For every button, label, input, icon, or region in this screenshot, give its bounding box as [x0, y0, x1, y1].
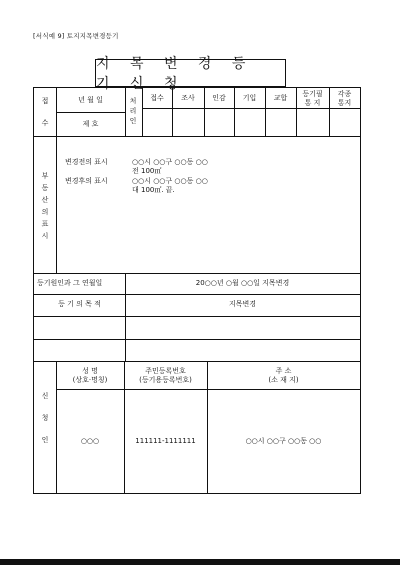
- divider: [34, 361, 360, 362]
- applicant-address: ○○시 ○○구 ○○동 ○○: [245, 437, 322, 445]
- col-entry: 기입: [242, 94, 257, 102]
- col-various-notice-1: 각종: [337, 90, 352, 98]
- divider: [34, 316, 360, 317]
- address-header-sub: (소 재 지): [268, 376, 299, 384]
- divider: [34, 339, 360, 340]
- after-address: ○○시 ○○구 ○○동 ○○: [132, 177, 208, 185]
- col-check: 교합: [273, 94, 288, 102]
- receipt-date-label: 년 월 일: [78, 96, 103, 104]
- processor-label: 처 리 인: [129, 97, 137, 125]
- before-address: ○○시 ○○구 ○○동 ○○: [132, 158, 208, 166]
- form-label: [서식예 9] 토지지목변경등기: [33, 32, 119, 40]
- col-various-notice-2: 통지: [337, 99, 352, 107]
- form-title: 지 목 변 경 등 기 신 청: [95, 59, 286, 87]
- col-completion-notice-2: 통 지: [304, 99, 321, 107]
- divider: [34, 273, 360, 274]
- divider: [34, 294, 360, 295]
- col-receipt: 접수: [150, 94, 164, 102]
- id-header-sub: (등기용등록번호): [139, 376, 192, 384]
- col-seal: 인감: [212, 94, 226, 102]
- divider: [56, 389, 360, 390]
- after-area: 대 100㎡. 끝.: [132, 186, 175, 194]
- before-area: 전 100㎡: [132, 167, 162, 175]
- cause-label: 등기원인과 그 연월일: [37, 279, 103, 287]
- receipt-number-label: 제 호: [82, 120, 99, 128]
- page-bottom-bar: [0, 559, 400, 565]
- address-header: 주 소: [275, 367, 292, 375]
- applicant-name: ○○○: [80, 437, 100, 445]
- divider: [56, 88, 57, 273]
- col-completion-notice-1: 등기필: [302, 90, 323, 98]
- before-label: 변경전의 표시: [65, 158, 108, 166]
- divider: [56, 112, 125, 113]
- divider: [142, 108, 360, 109]
- cause-value: 20○○년 ○월 ○○일 지목변경: [195, 279, 290, 287]
- receipt-side-label: 접 수: [41, 97, 49, 127]
- divider: [125, 88, 126, 136]
- purpose-label: 등 기 의 목 적: [58, 300, 101, 308]
- col-inspection: 조사: [181, 94, 195, 102]
- id-header: 주민등록번호: [145, 367, 186, 375]
- property-side-label: 부 동 산 의 표 시: [41, 172, 49, 240]
- purpose-value: 지목변경: [228, 300, 257, 308]
- after-label: 변경후의 표시: [65, 177, 108, 185]
- name-header: 성 명: [82, 367, 98, 375]
- applicant-side-label: 신 청 인: [41, 392, 49, 444]
- divider: [34, 136, 360, 137]
- applicant-id-number: 111111-1111111: [135, 437, 196, 445]
- name-header-sub: (상호·명칭): [72, 376, 108, 384]
- form-table: [33, 87, 361, 494]
